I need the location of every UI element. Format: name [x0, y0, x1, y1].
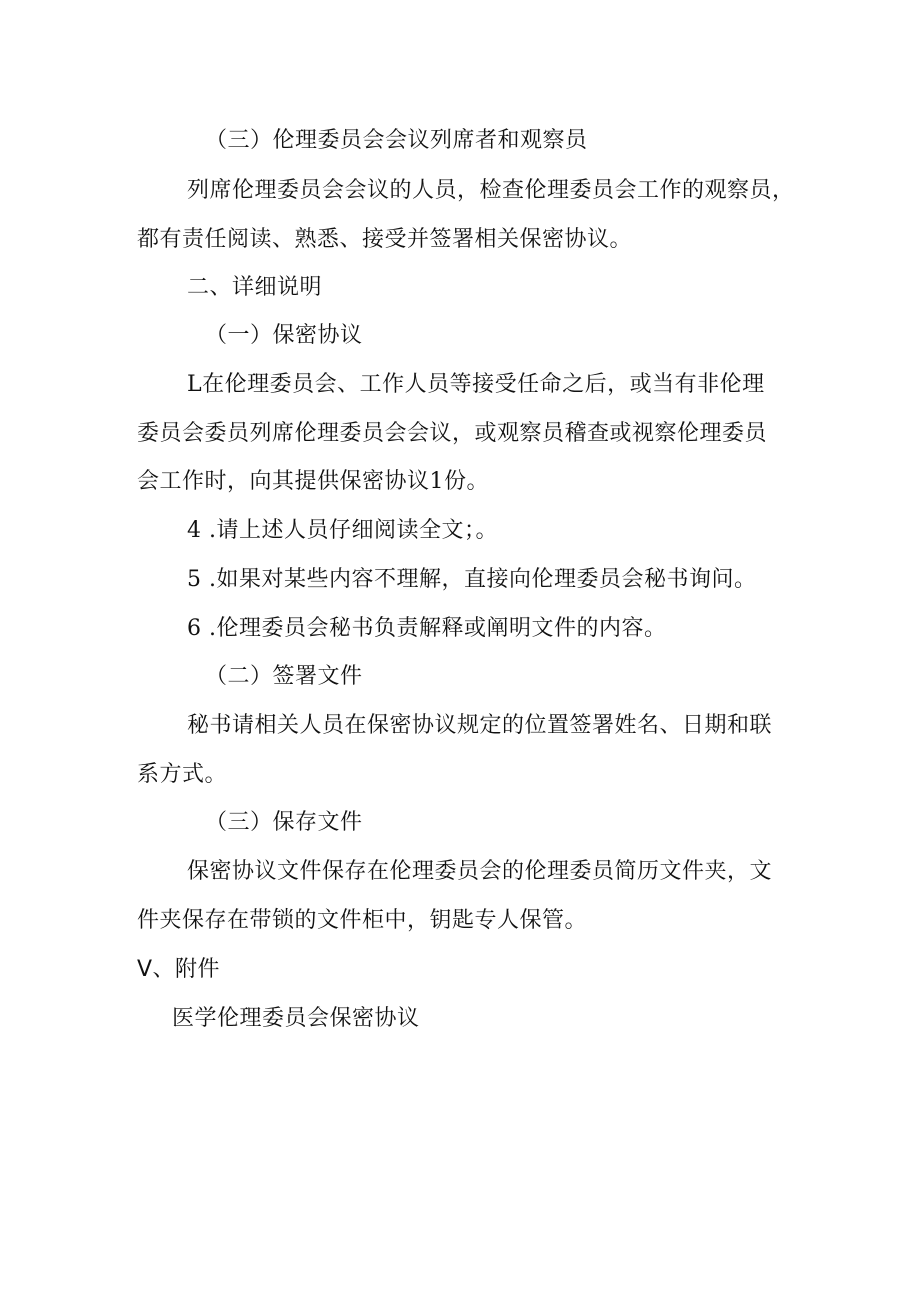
paragraph-line: L在伦理委员会、工作人员等接受任命之后，或当有非伦理 — [187, 372, 765, 397]
list-item: 4 .请上述人员仔细阅读全文；。 — [187, 518, 498, 543]
section-heading-attachments: V、附件 — [137, 957, 221, 982]
list-item: 6 .伦理委员会秘书负责解释或阐明文件的内容。 — [187, 616, 667, 641]
paragraph-line: 会工作时，向其提供保密协议1份。 — [137, 469, 489, 494]
paragraph-line: 系方式。 — [137, 762, 228, 787]
subsection-heading-confidentiality: （一）保密协议 — [205, 323, 363, 348]
list-item: 5 .如果对某些内容不理解，直接向伦理委员会秘书询问。 — [187, 567, 757, 592]
subsection-heading-signing: （二）签署文件 — [205, 664, 363, 689]
section-heading-details: 二、详细说明 — [187, 275, 323, 300]
paragraph-line: 委员会委员列席伦理委员会会议，或观察员稽查或视察伦理委员 — [137, 421, 768, 446]
paragraph-line: 列席伦理委员会会议的人员，检查伦理委员会工作的观察员， — [187, 178, 795, 203]
paragraph-line: 保密协议文件保存在伦理委员会的伦理委员简历文件夹，文 — [187, 859, 773, 884]
attachment-item: 医学伦理委员会保密协议 — [172, 1006, 420, 1031]
subsection-heading-storage: （三）保存文件 — [205, 810, 363, 835]
paragraph-line: 都有责任阅读、熟悉、接受并签署相关保密协议。 — [137, 227, 633, 252]
paragraph-line: 件夹保存在带锁的文件柜中，钥匙专人保管。 — [137, 908, 588, 933]
paragraph-line: 秘书请相关人员在保密协议规定的位置签署姓名、日期和联 — [187, 713, 773, 738]
subsection-heading-observers: （三）伦理委员会会议列席者和观察员 — [205, 128, 588, 153]
